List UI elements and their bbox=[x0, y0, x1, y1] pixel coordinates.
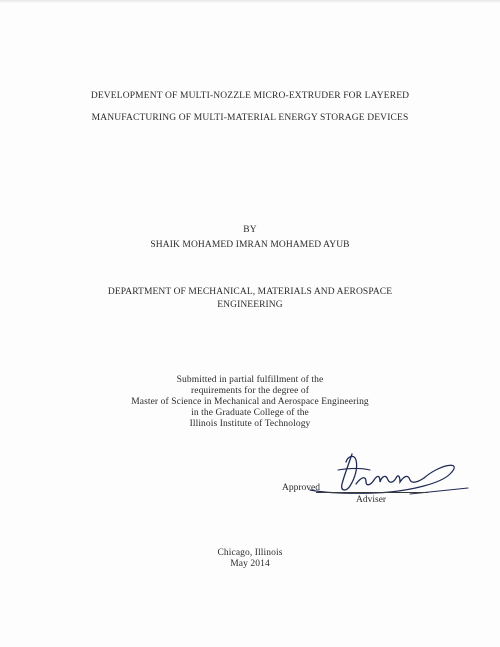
thesis-title-line-1: DEVELOPMENT OF MULTI-NOZZLE MICRO-EXTRUDER FOR LAYERED bbox=[90, 91, 410, 101]
submission-line-2: requirements for the degree of bbox=[190, 386, 309, 396]
by-label: BY bbox=[243, 225, 257, 235]
thesis-title-line-2: MANUFACTURING OF MULTI-MATERIAL ENERGY STORAGE DEVICES bbox=[91, 113, 409, 123]
approved-label: Approved bbox=[282, 483, 320, 493]
submission-line-5: Illinois Institute of Technology bbox=[189, 419, 311, 429]
department-line-2: ENGINEERING bbox=[217, 300, 283, 310]
adviser-label: Adviser bbox=[356, 495, 387, 505]
place: Chicago, Illinois bbox=[217, 548, 283, 558]
date: May 2014 bbox=[230, 559, 270, 569]
department-line-1: DEPARTMENT OF MECHANICAL, MATERIALS AND AEROSPACE bbox=[107, 287, 393, 297]
page-top-edge bbox=[0, 0, 500, 3]
submission-line-4: in the Graduate College of the bbox=[191, 408, 309, 418]
submission-line-1: Submitted in partial fulfillment of the bbox=[176, 375, 324, 385]
signature-line bbox=[316, 492, 428, 493]
author-name: SHAIK MOHAMED IMRAN MOHAMED AYUB bbox=[150, 240, 350, 250]
submission-line-3: Master of Science in Mechanical and Aerospace Engineering bbox=[131, 397, 369, 407]
